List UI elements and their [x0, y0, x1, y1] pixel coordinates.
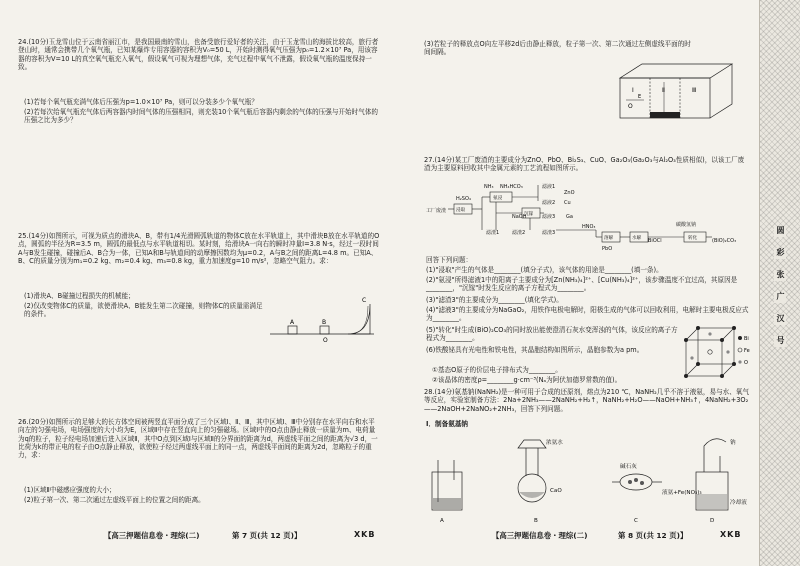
label-a: A: [290, 319, 295, 326]
flow-ga: Ga: [566, 214, 573, 220]
q27-answer-head: 回答下列问题：: [426, 256, 473, 264]
region-2: Ⅱ: [662, 87, 665, 94]
flow-hydrolysis: 水解: [632, 236, 642, 241]
q27-s6: (6)铁酸铋具有光电性和铁电性，其晶胞结构如图所示，晶胞参数为a pm。: [426, 346, 644, 354]
footer-page-8: 第 8 页(共 12 页)】: [618, 531, 688, 540]
q28-section: Ⅰ．制备氨基钠: [426, 420, 469, 428]
app-cold-bath: 冷却液: [730, 500, 747, 506]
strip-label-3: 张: [776, 270, 785, 281]
flow-dissolve: 溶解: [604, 236, 614, 241]
app-label-c: C: [634, 518, 638, 524]
q28-stem: 28.(14分)氨基钠(NaNH₂)是一种可用于合成的还原剂，熔点为210 ℃，NaNH₂几乎不溶于液氨，易与水、氧气等反应，实验室制备方法：2Na+2NH₃——2NaNH₂+H₂↑，NaNH₂+H₂O——NaOH+NH₃↑，4NaNH₂+3O₂——2NaOH+2NaNO₂+2NH₃，回答下列问题。: [424, 388, 750, 413]
strip-label-6: 号: [776, 336, 785, 347]
app-ammonia-water: 浓氨水: [546, 440, 563, 446]
q26-sub2: (2)粒子第一次、第二次通过左虚线平面上的位置之间的距离。: [24, 496, 205, 504]
flow-nahco3: 碳酸氢钠: [676, 222, 697, 228]
q28-apparatus: [424, 432, 754, 524]
q27-s2: (2)"氨浸"所得滤液1中的阳离子主要成分为[Zn(NH₃)₄]²⁺、[Cu(NH₃)₄]²⁺，该步骤温度不宜过高，其原因是________，"沉镓"时发生反应的离子方程式为________。: [426, 276, 738, 293]
flow-cu: Cu: [564, 200, 571, 206]
flow-zno: ZnO: [564, 190, 575, 196]
flow-residue1: 滤渣1: [486, 230, 500, 236]
flow-ammonia: NH₃: [484, 184, 494, 190]
flow-hno3: HNO₃: [582, 224, 596, 230]
strip-label-5: 汉: [776, 314, 785, 325]
flow-ammo-leach: 氨浸: [493, 196, 503, 201]
q25-sub1: (1)滑块A、B碰撞过程损失的机械能；: [24, 292, 135, 300]
flow-filtrate2: 滤液2: [542, 200, 556, 206]
flow-gallium: 沉镓: [524, 212, 534, 217]
point-o: O: [628, 103, 633, 110]
footer-page-7: 第 7 页(共 12 页)】: [232, 531, 302, 540]
q27-s6a: ①基态O原子的价层电子排布式为________。: [432, 366, 562, 374]
flow-filtrate1: 滤液1: [542, 184, 556, 190]
q26-sub1: (1)区域Ⅱ中磁感应强度的大小；: [24, 486, 116, 494]
strip-label-4: 广: [776, 292, 785, 303]
crystal-bi: Bi: [744, 336, 749, 342]
q24-stem: 24.(10分)玉龙雪山位于云南省丽江市，是我国最南的雪山，也备受旅行爱好者的关注，由于玉龙雪山的海拔比较高，旅行者登山时，通常会携带几个氧气瓶，已知某爆炸专用容器的容积为V₀=50 L，开始时测得氧气压强为p₀=1.2×10⁷ Pa，用该容器的容积为V=10 L的真空氧气瓶充入氧气，假设氧气可视为理想气体，充气过程中氧气不泄露，假设氧气瓶的温度保持一致。: [18, 38, 379, 71]
flow-pbo: PbO: [602, 246, 613, 252]
q24-sub2: (2)若每次给氧气瓶充气体后两容器内时间气体的压强相同，则充装10个氧气瓶后容器内剩余的气体的压强与开始时气体的压强之比为多少？: [24, 108, 379, 125]
flow-bioco: (BiO)₂CO₃: [712, 238, 737, 244]
app-label-a: A: [440, 518, 444, 524]
q24-sub1: (1)若每个氧气瓶充满气体后压强为p=1.0×10⁷ Pa，则可以分装多少个氧气瓶？: [24, 98, 258, 106]
crystal-o: O: [744, 360, 748, 366]
q27-s5: (5)"转化"时生成(BiO)₂CO₃的同时放出能使澄清石灰水变浑浊的气体，该反应的离子方程式为________。: [426, 326, 678, 343]
label-c: C: [362, 297, 367, 304]
q26-sub3: (3)若粒子的释放点O向左平移2d后由静止释放，粒子第一次、第二次通过左侧虚线平面的时间间隔。: [424, 40, 691, 57]
q25-stem: 25.(14分)如图所示，可视为质点的滑块A、B，带有1/4光滑圆弧轨道的物体C放在水平轨道上，其中滑块B放在水平轨道的O点，圆弧的半径为R=3.5 m，圆弧的最低点与水平轨道相切。某时刻，给滑块A一向右的瞬时冲量I=3.8 N·s，经过一段时间A与B发生碰撞，碰撞后A、B合为一体，已知A和B与轨道间的动摩擦因数均为μ=0.2，A与B之间的距离L=4.8 m。已知A、B、C的质量分别为m₁=0.2 kg、m₂=0.4 kg、m₃=0.8 kg，重力加速度g=10 m/s²，忽略空气阻力。求：: [18, 232, 380, 265]
xkb-tag-8: XKB: [720, 530, 742, 539]
app-cao: CaO: [550, 488, 562, 494]
strip-label-2: 彩: [776, 248, 785, 259]
flow-ammo-salt: NH₄HCO₃: [500, 184, 523, 190]
flow-filtrate3: 滤液3: [542, 214, 556, 220]
app-label-b: B: [534, 518, 538, 524]
flow-feed: 工厂废渣: [426, 208, 447, 214]
binding-strip: [759, 0, 800, 566]
flow-naoh: NaOH: [512, 214, 527, 220]
page-8: [392, 0, 758, 566]
q27-stem: 27.(14分)某工厂废渣的主要成分为ZnO、PbO、Bi₂S₃、CuO、Ga₂O₃(Ga₂O₃与Al₂O₃性质相似)，以该工厂废渣为主要原料回收其中金属元素的工艺流程如图所示。: [424, 156, 745, 173]
q26-stem: 26.(20分)如图所示的足够大的长方体空间被两竖直平面分成了三个区域Ⅰ、Ⅱ、Ⅲ，其中区域Ⅰ、Ⅲ中分别存在水平向右和水平向左的匀强电场，电场强度的大小均为E，区域Ⅱ中存在竖直向上的匀强磁场。区域Ⅰ中的O点由静止释放一质量为m、电荷量为q的粒子，粒子经电场加速后进入区域Ⅱ，其中O点到区域Ⅰ与区域Ⅱ的分界面的距离为d，两虚线平面之间的距离为√3 d，一比荷为k的带正电的粒子由O点静止释放，欲使粒子经过两虚线平面上的同一点，两虚线平面间的距离为2d，忽略粒子的重力，求：: [18, 418, 378, 460]
app-fe-cat: 液氨+Fe(NO₃)₃: [662, 490, 702, 496]
footer-label-8: 【高三押题信息卷・理综(二): [492, 531, 588, 540]
flow-leach: 浸取: [456, 208, 466, 213]
crystal-cell-figure: [682, 322, 756, 384]
flow-convert: 转化: [688, 236, 698, 241]
flow-acid: H₂SO₄: [456, 196, 471, 202]
q27-s3: (3)"滤渣3"的主要成分为________(填化学式)。: [426, 296, 563, 304]
page-7: [0, 0, 390, 566]
q26-figure: [614, 60, 740, 126]
app-soda-lime: 碱石灰: [620, 464, 637, 470]
region-1: Ⅰ: [632, 87, 634, 94]
strip-label-1: 圆: [776, 226, 785, 237]
region-3: Ⅲ: [692, 87, 697, 94]
flow-residue3: 滤渣3: [542, 230, 556, 236]
q27-flowchart: [426, 178, 756, 252]
footer-label-7: 【高三押题信息卷・理综(二): [104, 531, 200, 540]
q25-figure: [268, 290, 378, 344]
q27-s6b: ②该晶体的密度ρ=________g·cm⁻³(Nₐ为阿伏加德罗常数的值)。: [432, 376, 622, 384]
q27-s1: (1)"浸取"产生的气体是________(填分子式)，该气体的用途是________(填一条)。: [426, 266, 663, 274]
xkb-tag-7: XKB: [354, 530, 376, 539]
app-sodium: 钠: [730, 440, 736, 446]
label-b: B: [322, 319, 327, 326]
label-o: O: [323, 337, 328, 344]
crystal-fe: Fe: [744, 348, 750, 354]
field-e: E: [638, 94, 642, 100]
q25-sub2: (2)仅改变物体C的质量，欲使滑块A、B能发生第二次碰撞，则物体C的质量需满足的条件。: [24, 302, 263, 319]
flow-residue2: 滤渣2: [512, 230, 526, 236]
app-label-d: D: [710, 518, 715, 524]
q27-s4: (4)"滤液3"的主要成分为NaGaO₂，用铁作电极电解时，阳极生成的气体可以回收利用，电解时主要电极反应式为________。: [426, 306, 749, 323]
flow-bicl: BiOCl: [648, 238, 662, 244]
